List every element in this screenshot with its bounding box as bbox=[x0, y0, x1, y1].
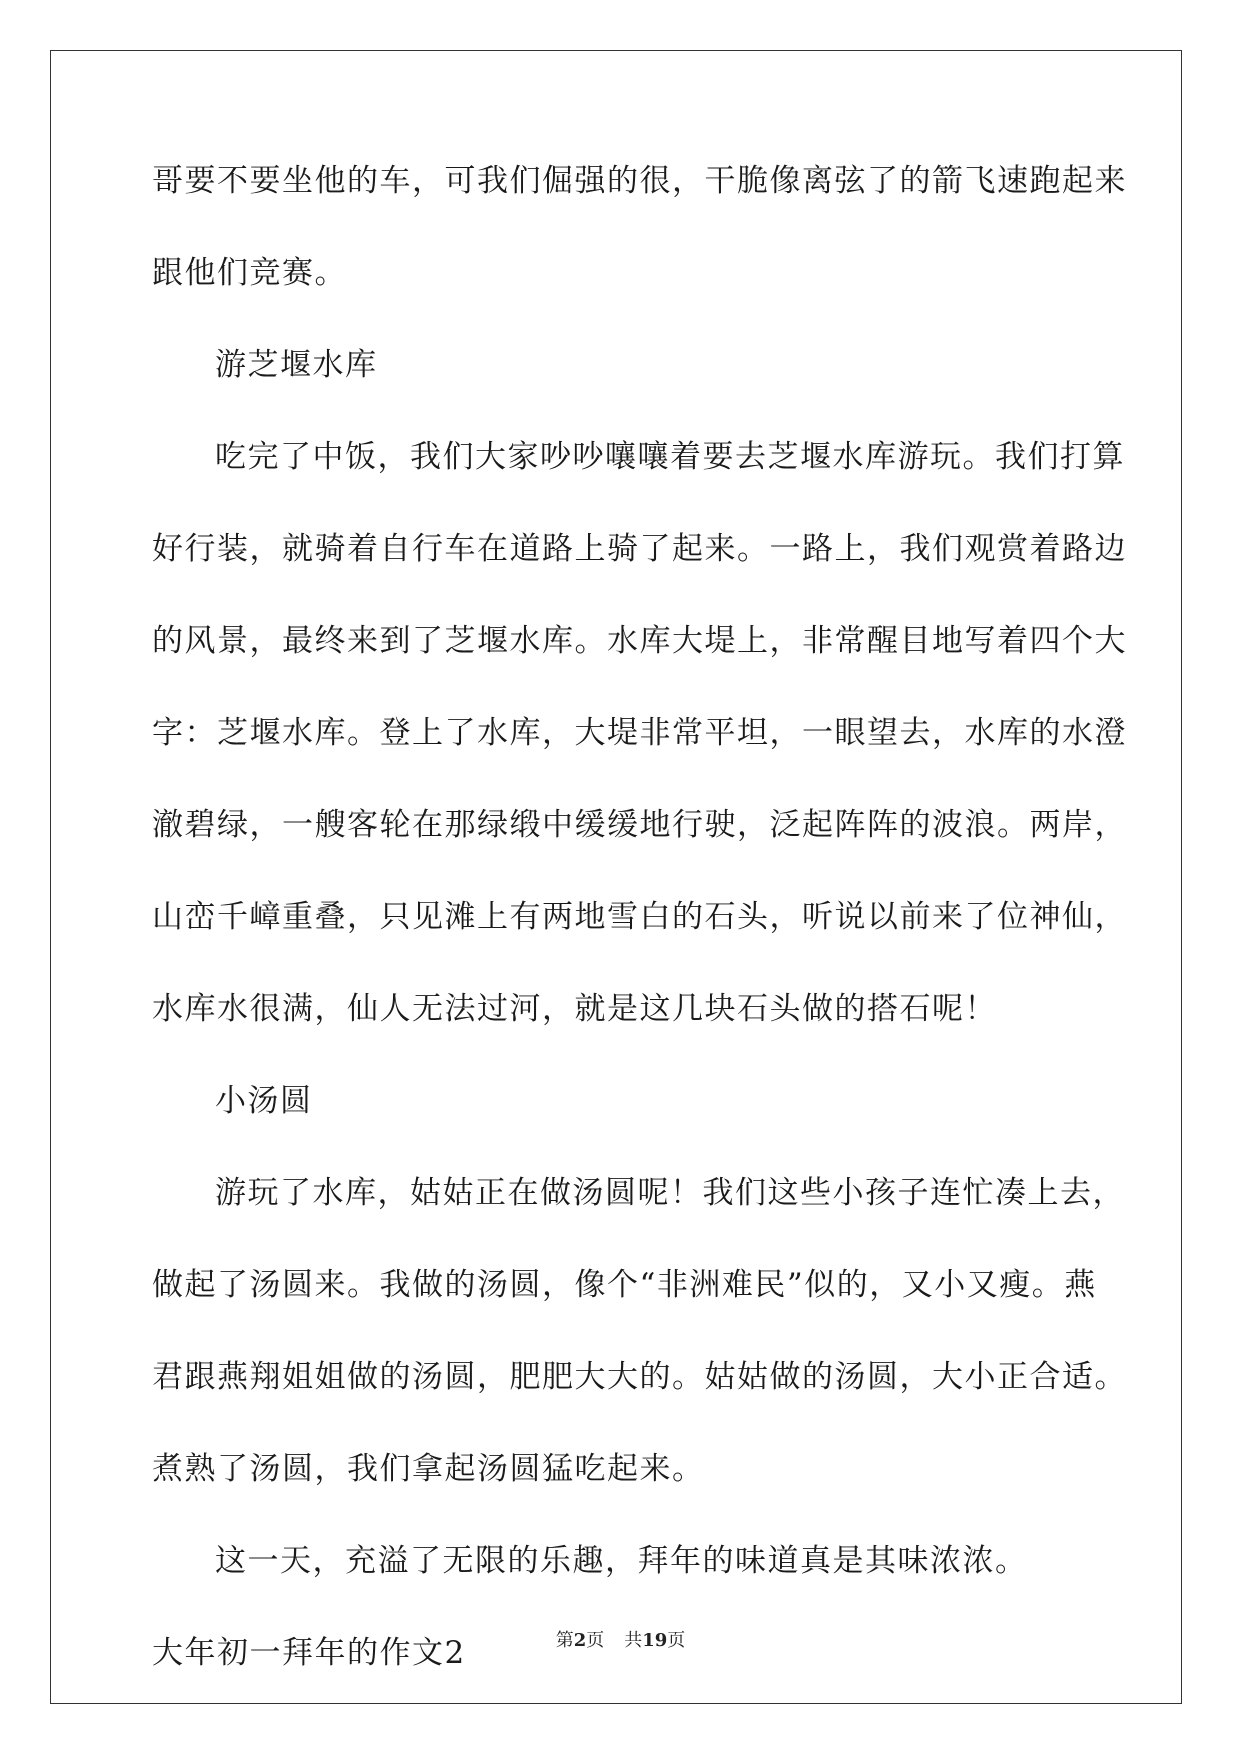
total-pages: 19 bbox=[642, 1630, 668, 1651]
section-heading: 小汤圆 bbox=[215, 1083, 313, 1119]
page-prefix: 第 bbox=[555, 1630, 574, 1651]
page-footer bbox=[0, 1629, 1241, 1653]
text-line: 煮熟了汤圆，我们拿起汤圆猛吃起来。 bbox=[152, 1451, 705, 1487]
text-line: 山峦千嶂重叠，只见滩上有两地雪白的石头，听说以前来了位神仙， bbox=[152, 899, 1127, 935]
text-line: 这一天，充溢了无限的乐趣，拜年的味道真是其味浓浓。 bbox=[215, 1543, 1028, 1579]
text-line: 澈碧绿，一艘客轮在那绿缎中缓缓地行驶，泛起阵阵的波浪。两岸， bbox=[152, 807, 1127, 843]
document-body bbox=[152, 160, 1127, 1724]
text-line: 的风景，最终来到了芝堰水库。水库大堤上，非常醒目地写着四个大 bbox=[152, 623, 1127, 659]
text-line: 水库水很满，仙人无法过河，就是这几块石头做的搭石呢！ bbox=[152, 991, 997, 1027]
total-suffix: 页 bbox=[667, 1630, 686, 1651]
section-heading: 游芝堰水库 bbox=[215, 347, 378, 383]
page-suffix: 页 bbox=[586, 1630, 605, 1651]
total-prefix: 共 bbox=[624, 1630, 643, 1651]
page-number: 2 bbox=[573, 1630, 587, 1651]
text-line: 做起了汤圆来。我做的汤圆，像个“非洲难民”似的，又小又瘦。燕 bbox=[152, 1267, 1097, 1303]
text-line: 跟他们竞赛。 bbox=[152, 255, 347, 291]
text-line: 君跟燕翔姐姐做的汤圆，肥肥大大的。姑姑做的汤圆，大小正合适。 bbox=[152, 1359, 1127, 1395]
text-line: 吃完了中饭，我们大家吵吵嚷嚷着要去芝堰水库游玩。我们打算 bbox=[215, 439, 1125, 475]
text-line: 哥要不要坐他的车，可我们倔强的很，干脆像离弦了的箭飞速跑起来 bbox=[152, 163, 1127, 199]
essay-title: 大年初一拜年的作文2 bbox=[152, 1635, 466, 1671]
text-line: 游玩了水库，姑姑正在做汤圆呢！我们这些小孩子连忙凑上去， bbox=[215, 1175, 1125, 1211]
text-line: 好行装，就骑着自行车在道路上骑了起来。一路上，我们观赏着路边 bbox=[152, 531, 1127, 567]
text-line: 字：芝堰水库。登上了水库，大堤非常平坦，一眼望去，水库的水澄 bbox=[152, 715, 1127, 751]
